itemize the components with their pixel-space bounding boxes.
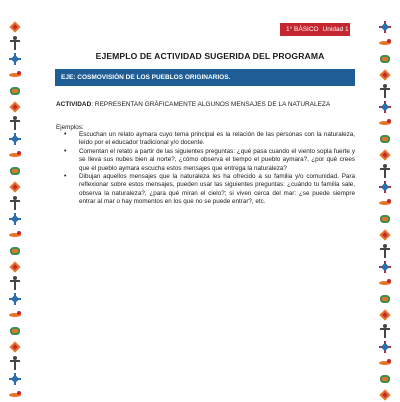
totem-figure-icon (8, 276, 22, 290)
totem-figure-icon (8, 116, 22, 130)
bird-figure-icon (378, 196, 392, 210)
star-cross-icon (378, 20, 392, 34)
bird-figure-icon (378, 276, 392, 290)
star-cross-icon (8, 292, 22, 306)
bird-figure-icon (8, 68, 22, 82)
rhombus-motif-icon (378, 148, 392, 162)
star-cross-icon (8, 212, 22, 226)
rhombus-motif-icon (8, 260, 22, 274)
star-cross-icon (8, 52, 22, 66)
list-item: • Escuchan un relato aymara cuyo tema principal es la relación de las personas con la naturaleza, leído por el educador tradicional y/o docente. (60, 131, 355, 148)
rhombus-motif-icon (8, 180, 22, 194)
star-cross-icon (8, 132, 22, 146)
list-item: • Dibujan aquellos mensajes que la naturaleza les ha ofrecido a su familia y/o comunidad. Para reflexionar sobre estos mensajes, pueden usar las siguientes preguntas: ¿cuándo tu familia sale, observa la naturaleza?, ¿para qué miran el cielo?; si viven cerca del mar: ¿se puede siempre entrar al mar o hay momentos en los que no se puede entrar?, etc. (60, 173, 355, 207)
left-decorative-border (4, 0, 26, 400)
star-cross-icon (378, 260, 392, 274)
turtle-figure-icon (8, 84, 22, 98)
turtle-figure-icon (8, 244, 22, 258)
list-item: • Comentan el relato a partir de las siguientes preguntas: ¿qué pasa cuando el viento sopla fuerte y se lleva sus nubes bien al norte?, ¿cómo observa el tiempo el pueblo aymara?, ¿por qué crees que el pueblo aymara escucha estos mensajes que entrega la naturaleza? (60, 148, 355, 173)
star-cross-icon (378, 180, 392, 194)
examples-list (60, 131, 355, 207)
bird-figure-icon (378, 356, 392, 370)
bird-figure-icon (8, 148, 22, 162)
turtle-figure-icon (8, 164, 22, 178)
totem-figure-icon (378, 244, 392, 258)
bird-figure-icon (378, 116, 392, 130)
turtle-figure-icon (8, 324, 22, 338)
turtle-figure-icon (378, 212, 392, 226)
totem-figure-icon (8, 356, 22, 370)
turtle-figure-icon (378, 132, 392, 146)
star-cross-icon (378, 100, 392, 114)
bird-figure-icon (8, 228, 22, 242)
unit-label: Unidad 1 (322, 26, 349, 33)
star-cross-icon (378, 340, 392, 354)
rhombus-motif-icon (378, 68, 392, 82)
activity-label: ACTIVIDAD (56, 101, 92, 108)
rhombus-motif-icon (8, 100, 22, 114)
totem-figure-icon (378, 324, 392, 338)
rhombus-motif-icon (8, 340, 22, 354)
totem-figure-icon (8, 196, 22, 210)
bird-figure-icon (378, 36, 392, 50)
page-title: EJEMPLO DE ACTIVIDAD SUGERIDA DEL PROGRAMA (95, 51, 325, 61)
rhombus-motif-icon (378, 228, 392, 242)
rhombus-motif-icon (8, 20, 22, 34)
totem-figure-icon (378, 164, 392, 178)
bird-figure-icon (8, 308, 22, 322)
level-label: 1° BÁSICO (286, 26, 319, 33)
level-badge (280, 23, 350, 36)
activity-text: : REPRESENTAN GRÁFICAMENTE ALGUNOS MENSAJES DE LA NATURALEZA (91, 101, 331, 108)
turtle-figure-icon (378, 372, 392, 386)
activity-heading (56, 101, 356, 108)
star-cross-icon (8, 372, 22, 386)
turtle-figure-icon (378, 52, 392, 66)
examples-label: Ejemplos: (56, 124, 84, 131)
totem-figure-icon (8, 36, 22, 50)
totem-figure-icon (378, 84, 392, 98)
rhombus-motif-icon (378, 308, 392, 322)
axis-banner: EJE: COSMOVISIÓN DE LOS PUEBLOS ORIGINARIOS. (55, 69, 355, 86)
turtle-figure-icon (378, 292, 392, 306)
